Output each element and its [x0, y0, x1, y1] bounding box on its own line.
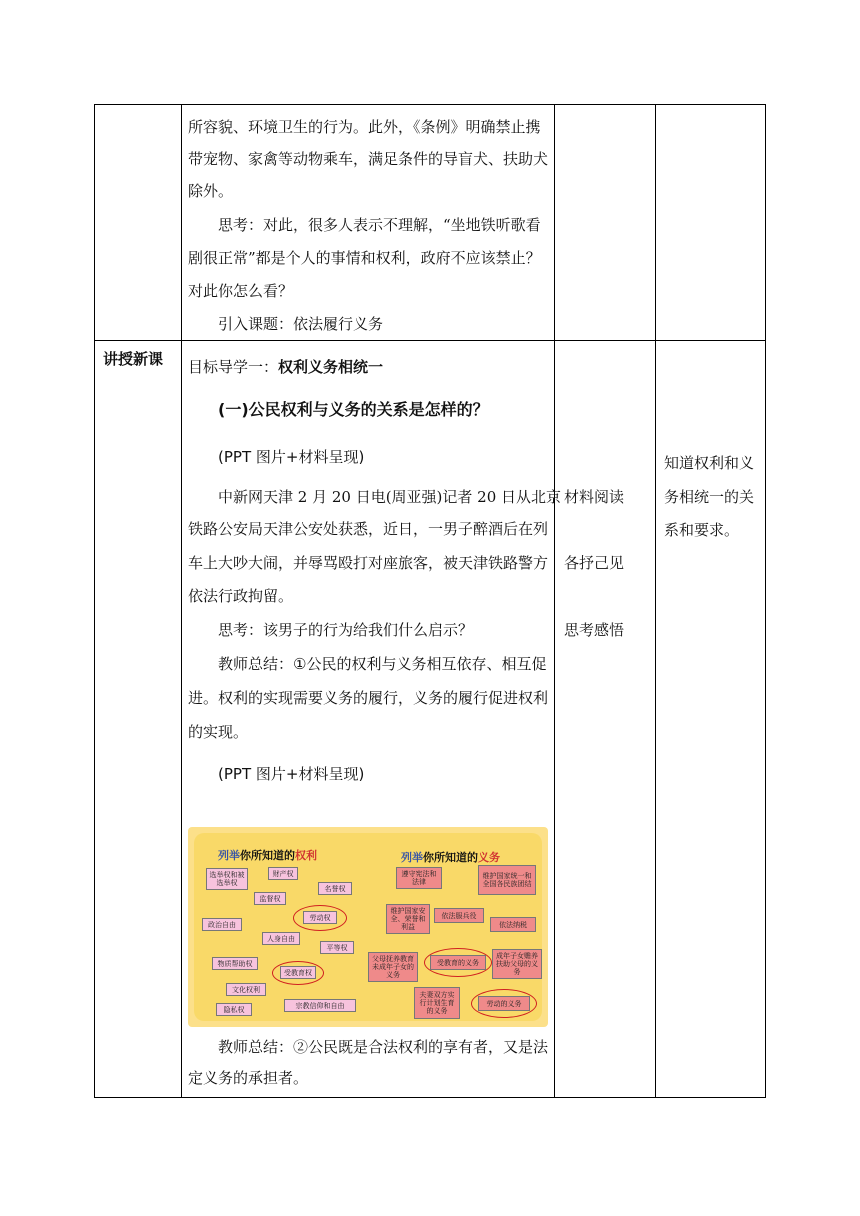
sub-question: (一)公民权利与义务的关系是怎样的？ — [218, 400, 489, 419]
col-divider-2 — [554, 104, 555, 1098]
duties-tag: 依法服兵役 — [434, 908, 484, 923]
rights-title: 列举你所知道的权利 — [218, 849, 317, 862]
summary-line: 进。权利的实现需要义务的履行，义务的履行促进权利 — [188, 689, 549, 707]
rights-tag: 平等权 — [320, 941, 354, 954]
design-intent-line: 知道权利和义 — [664, 454, 755, 472]
rights-tag: 选举权和被选举权 — [206, 868, 248, 890]
duties-tag: 依法纳税 — [490, 917, 536, 932]
ppt-note: (PPT 图片+材料呈现) — [218, 765, 365, 783]
stage-label: 讲授新课 — [103, 350, 164, 368]
body-line: 对此你怎么看？ — [188, 282, 294, 300]
goal-title: 权利义务相统一 — [278, 358, 384, 376]
duties-tag: 维护国家统一和全国各民族团结 — [478, 865, 536, 895]
col-divider-3 — [655, 104, 656, 1098]
rights-tag: 隐私权 — [216, 1003, 252, 1016]
body-line: 除外。 — [188, 182, 234, 200]
duties-tag: 父母抚养教育未成年子女的义务 — [368, 952, 418, 982]
rights-tag: 名誉权 — [318, 882, 352, 895]
rights-tag: 人身自由 — [262, 932, 300, 945]
lesson-topic-line: 引入课题：依法履行义务 — [218, 315, 384, 333]
row-divider — [94, 340, 766, 341]
rights-tag: 宗教信仰和自由 — [284, 999, 356, 1012]
rights-tag: 财产权 — [268, 867, 298, 880]
summary-line: 教师总结：②公民既是合法权利的享有者，又是法 — [218, 1038, 549, 1056]
duties-tag: 维护国家安全、荣誉和利益 — [386, 904, 430, 934]
student-activity: 材料阅读 — [564, 488, 625, 506]
duties-tag: 受教育的义务 — [430, 955, 486, 970]
student-activity: 思考感悟 — [564, 621, 625, 639]
table-top-border — [94, 104, 766, 105]
rights-tag: 物质帮助权 — [212, 957, 258, 970]
goal-heading — [188, 350, 383, 384]
summary-line: 的实现。 — [188, 723, 249, 741]
rights-tag: 受教育权 — [280, 966, 316, 979]
duties-tag: 成年子女赡养扶助父母的义务 — [492, 949, 542, 979]
student-activity: 各抒己见 — [564, 554, 625, 572]
table-left-border — [94, 104, 95, 1098]
duties-tag: 夫妻双方实行计划生育的义务 — [414, 987, 460, 1019]
news-line: 依法行政拘留。 — [188, 587, 294, 605]
summary-line: 教师总结：①公民的权利与义务相互依存、相互促 — [218, 655, 547, 673]
summary-line: 定义务的承担者。 — [188, 1069, 309, 1087]
rights-tag: 劳动权 — [303, 911, 337, 924]
col-divider-1 — [181, 104, 182, 1098]
highlight-circle — [272, 961, 324, 985]
duties-tag: 遵守宪法和法律 — [396, 867, 442, 889]
body-line: 剧很正常”都是个人的事情和权利，政府不应该禁止？ — [188, 249, 541, 267]
ppt-note: (PPT 图片+材料呈现) — [218, 448, 365, 466]
highlight-circle — [293, 905, 347, 931]
news-line: 车上大吵大闹，并辱骂殴打对座旅客，被天津铁路警方 — [188, 554, 549, 572]
rights-tag: 政治自由 — [202, 918, 242, 931]
table-right-border — [765, 104, 766, 1098]
body-line: 所容貌、环境卫生的行为。此外，《条例》明确禁止携 — [188, 118, 541, 136]
duties-tag: 劳动的义务 — [478, 996, 530, 1011]
rights-duties-figure — [188, 827, 548, 1027]
design-intent-line: 务相统一的关 — [664, 488, 755, 506]
table-bottom-border — [94, 1097, 766, 1098]
news-line: 中新网天津 2 月 20 日电(周亚强)记者 20 日从北京 — [218, 488, 562, 506]
goal-prefix: 目标导学一： — [188, 358, 279, 376]
body-line: 带宠物、家禽等动物乘车，满足条件的导盲犬、扶助犬 — [188, 150, 549, 168]
design-intent-line: 系和要求。 — [664, 521, 740, 539]
highlight-circle — [471, 989, 537, 1018]
rights-tag: 监督权 — [254, 892, 286, 905]
highlight-circle — [424, 948, 492, 977]
news-line: 铁路公安局天津公安处获悉，近日，一男子醉酒后在列 — [188, 520, 549, 538]
duties-title: 列举你所知道的义务 — [401, 851, 500, 864]
rights-tag: 文化权利 — [226, 983, 266, 996]
think-question: 思考：该男子的行为给我们什么启示？ — [218, 621, 474, 639]
body-line: 思考：对此，很多人表示不理解，“坐地铁听歌看 — [218, 216, 541, 234]
